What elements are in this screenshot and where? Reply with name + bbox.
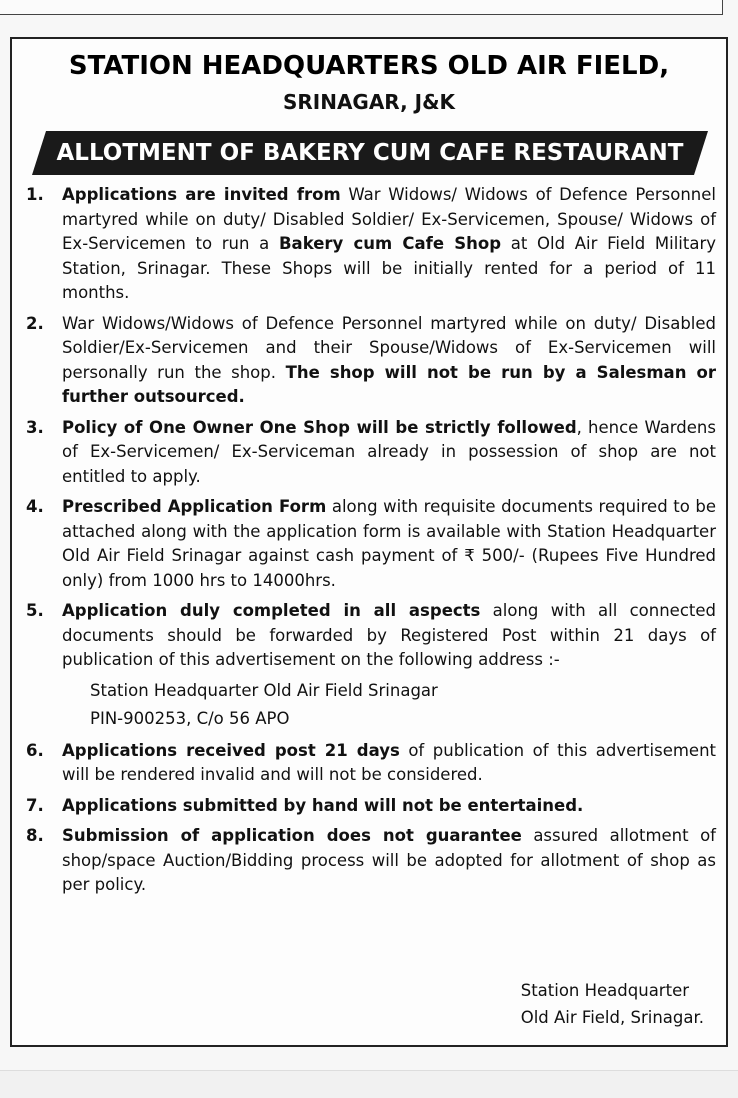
item-bold-text: Submission of application does not guarantee — [62, 826, 522, 845]
item-text: War Widows/ Widows of Defence Personnel martyred while on duty/ Disabled Soldier/ Ex-Servicemen, Spouse/ Widows of Ex-Servicemen to run a — [62, 185, 716, 253]
list-item — [26, 312, 716, 410]
list-item — [26, 183, 716, 306]
item-bold-text: Applications received post 21 days — [62, 740, 400, 760]
item-text: , hence Wardens of Ex-Servicemen/ Ex-Serviceman already in possession of shop are not entitled to apply. — [62, 417, 716, 486]
notice-banner: ALLOTMENT OF BAKERY CUM CAFE RESTAURANT — [32, 131, 708, 175]
signature-line: Station Headquarter — [520, 981, 689, 1000]
page-bottom-edge — [0, 1070, 738, 1098]
item-text: of publication of this advertisement will be rendered invalid and will not be considered. — [62, 740, 716, 784]
item-text: assured allotment of shop/space Auction/Bidding process will be adopted for allotment of shop as per policy. — [62, 826, 716, 894]
item-number: 8. — [26, 826, 44, 845]
item-number: 1. — [26, 185, 44, 204]
item-text: along with requisite documents required to be attached along with the application form is available with Station Headquarter Old Air Field Srinagar against cash payment of ₹ 500/- (Rupees Five Hundred only) from 1000 hrs to 14000hrs. — [62, 497, 716, 590]
signature-line: Old Air Field, Srinagar. — [520, 1008, 704, 1027]
item-bold-text: Policy of One Owner One Shop will be strictly followed — [62, 417, 577, 437]
advertisement-notice — [10, 37, 728, 1047]
item-bold-text: Applications submitted by hand will not be entertained. — [62, 795, 584, 815]
notice-subtitle: SRINAGAR, J&K — [282, 90, 456, 114]
address-line: Station Headquarter Old Air Field Srinagar — [90, 680, 438, 700]
item-number: 7. — [26, 795, 44, 815]
item-number: 3. — [26, 417, 44, 437]
item-number: 6. — [26, 740, 44, 760]
address-line: PIN-900253, C/o 56 APO — [90, 708, 290, 728]
previous-clipping-edge — [0, 0, 723, 15]
item-text: along with all connected documents should be forwarded by Registered Post within 21 days of publication of this advertisement on the following address :- — [62, 601, 716, 669]
item-number: 2. — [26, 313, 44, 333]
item-bold-text: Bakery cum Cafe Shop — [278, 234, 502, 253]
notice-title: STATION HEADQUARTERS OLD AIR FIELD, — [68, 51, 670, 81]
item-bold-text: Prescribed Application Form — [62, 497, 327, 516]
list-item — [26, 794, 716, 819]
list-item — [26, 599, 716, 733]
list-item — [26, 739, 716, 788]
item-bold-text: Application duly completed in all aspects — [62, 601, 481, 620]
postal-address — [62, 677, 716, 733]
item-number: 4. — [26, 497, 44, 516]
terms-list — [26, 183, 716, 904]
signature-block — [521, 977, 704, 1031]
item-text: at Old Air Field Military Station, Srinagar. These Shops will be initially rented for a period of 11 months. — [62, 234, 716, 302]
item-bold-text: Applications are invited from — [62, 185, 341, 204]
list-item — [26, 416, 716, 490]
item-bold-text: The shop will not be run by a Salesman or further outsourced. — [62, 362, 716, 406]
list-item — [26, 824, 716, 898]
item-text: War Widows/Widows of Defence Personnel martyred while on duty/ Disabled Soldier/Ex-Servicemen and their Spouse/Widows of Ex-Servicemen will personally run the shop. — [62, 313, 716, 382]
item-number: 5. — [26, 601, 44, 620]
list-item — [26, 495, 716, 593]
